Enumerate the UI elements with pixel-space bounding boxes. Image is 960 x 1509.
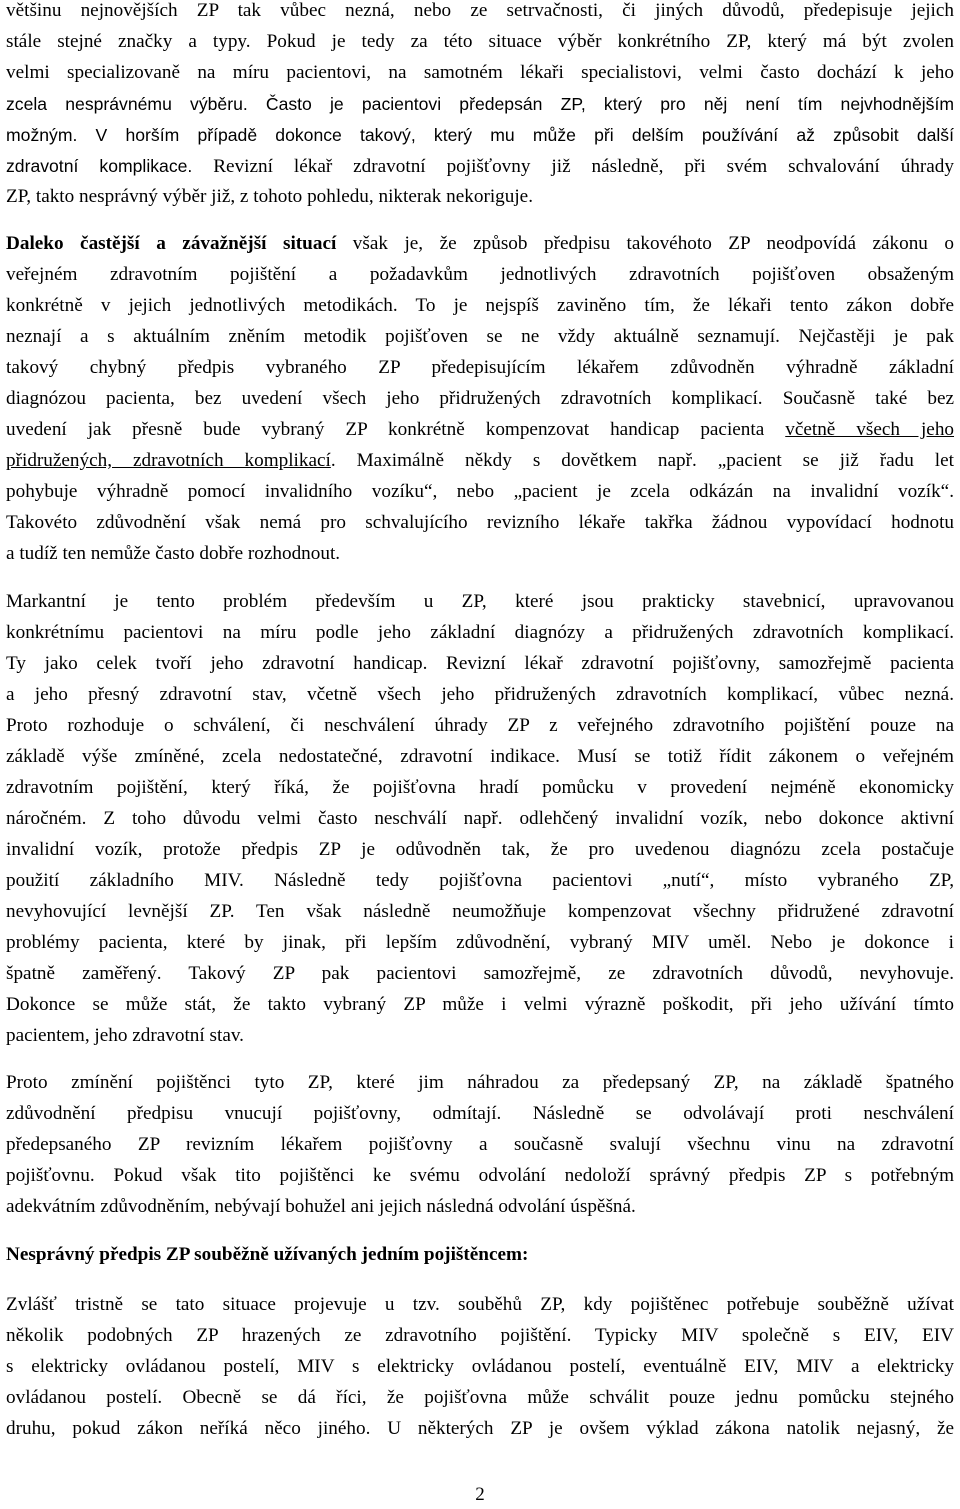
text-line: Proto zmínění pojištěnci tyto ZP, které jim náhradou za předepsaný ZP, na základě špatného xyxy=(6,1072,954,1093)
text-line: a tudíž ten nemůže často dobře rozhodnout. xyxy=(6,543,341,564)
text-line: Takovéto zdůvodnění však nemá pro schvalujícího revizního lékaře takřka žádnou vypovídací hodnotu xyxy=(6,512,954,533)
text-span: zcela nesprávnému výběru. xyxy=(6,94,248,114)
text-line: konkrétně v jejich jednotlivých metodikách. To je nejspíš zaviněno tím, že lékaři tento zákon dobře xyxy=(6,295,954,316)
text-line: předepsaného ZP revizním lékařem pojišťovny a současně svalují všechnu vinu na zdravotní xyxy=(6,1134,954,1155)
text-line: invalidní vozík, protože předpis ZP je odůvodněn tak, že pro uvedenou diagnózu zcela postačuje xyxy=(6,839,954,860)
text-span: . Maximálně někdy s dovětkem např. „pacient se již řadu let xyxy=(330,450,954,471)
text-span: Revizní lékař zdravotní pojišťovny již následně, při svém schvalování úhrady xyxy=(213,156,954,177)
text-line: Proto rozhoduje o schválení, či neschválení úhrady ZP z veřejného zdravotního pojištění pouze na xyxy=(6,715,954,736)
text-line: Ty jako celek tvoří jeho zdravotní handicap. Revizní lékař zdravotní pojišťovny, samozřejmě pacienta xyxy=(6,653,954,674)
text-line: použití základního MIV. Následně tedy pojišťovna pacientovi „nutí“, místo vybraného ZP, xyxy=(6,870,954,891)
text-line: Dokonce se může stát, že takto vybraný ZP může i velmi výrazně poškodit, při jeho užívání tímto xyxy=(6,994,954,1015)
text-line: stále stejné značky a typy. Pokud je tedy za této situace výběr konkrétního ZP, který má být zvolen xyxy=(6,31,954,52)
text-line xyxy=(6,151,954,181)
underlined-phrase: přidružených, zdravotních komplikací xyxy=(6,450,331,471)
text-line: špatně zaměřený. Takový ZP pak pacientovi samozřejmě, ze zdravotních důvodů, nevyhovuje. xyxy=(6,963,954,984)
text-line: pacientem, jeho zdravotní stav. xyxy=(6,1025,244,1046)
text-line: velmi specializovaně na míru pacientovi, na samotném lékaři specialistovi, velmi často dochází k jeho xyxy=(6,62,954,83)
text-line: Zvlášť tristně se tato situace projevuje u tzv. souběhů ZP, kdy pojištěnec potřebuje souběžně užívat xyxy=(6,1294,954,1315)
text-line: a jeho přesný zdravotní stav, včetně všech jeho přidružených zdravotních komplikací, vůbec nezná. xyxy=(6,684,954,705)
text-line: pojišťovnu. Pokud však tito pojištěnci ke svému odvolání nedoloží správný předpis ZP s potřebným xyxy=(6,1165,954,1186)
text-line: s elektricky ovládanou postelí, MIV s elektricky ovládanou postelí, eventuálně EIV, MIV a elektricky xyxy=(6,1356,954,1377)
text-line: náročném. Z toho důvodu velmi často neschválí např. odlehčený invalidní vozík, nebo dokonce aktivní xyxy=(6,808,954,829)
text-line: ovládanou postelí. Obecně se dá říci, že pojišťovna může schválit pouze jednu pomůcku stejného xyxy=(6,1387,954,1408)
text-line: adekvátním zdůvodněním, nebývají bohužel ani jejich následná odvolání úspěšná. xyxy=(6,1196,636,1217)
text-line: několik podobných ZP hrazených ze zdravotního pojištění. Typicky MIV společně s EIV, EIV xyxy=(6,1325,954,1346)
underlined-phrase: včetně všech jeho xyxy=(785,419,955,440)
text-line: zdravotním pojištění, který říká, že pojišťovna hradí pomůcku v provedení nejméně ekonomicky xyxy=(6,777,954,798)
text-line: Markantní je tento problém především u ZP, které jsou prakticky stavebnicí, upravovanou xyxy=(6,591,954,612)
text-line xyxy=(6,229,954,259)
text-line: neznají a s aktuálním zněním metodik pojišťoven se ne vždy aktuálně seznamují. Nejčastěji je pak xyxy=(6,326,954,347)
text-line xyxy=(6,446,954,476)
text-line: ZP, takto nesprávný výběr již, z tohoto pohledu, nikterak nekoriguje. xyxy=(6,186,533,207)
text-line xyxy=(6,415,954,445)
text-line: diagnózou pacienta, bez uvedení všech jeho přidružených zdravotních komplikací. Současně také bez xyxy=(6,388,954,409)
text-line: problémy pacienta, které by jinak, při lepším zdůvodnění, vybraný MIV uměl. Nebo je dokonce i xyxy=(6,932,954,953)
text-line: zdůvodnění předpisu vnucují pojišťovny, odmítají. Následně se odvolávají proti neschválení xyxy=(6,1103,954,1124)
text-line: pohybuje výhradně pomocí invalidního vozíku“, nebo „pacient je zcela odkázán na invalidní vozík“. xyxy=(6,481,954,502)
text-line: druhu, pokud zákon neříká něco jiného. U některých ZP je ovšem výklad zákona natolik nejasný, že xyxy=(6,1418,954,1439)
text-line: možným. V horším případě dokonce takový, který mu může při delším používání až způsobit další xyxy=(6,125,954,145)
text-line: konkrétnímu pacientovi na míru podle jeho základní diagnózy a přidružených zdravotních komplikací. xyxy=(6,622,954,643)
section-heading: Nesprávný předpis ZP souběžně užívaných jedním pojištěncem: xyxy=(6,1244,529,1265)
text-line: takový chybný předpis vybraného ZP předepisujícím lékařem zdůvodněn výhradně základní xyxy=(6,357,954,378)
bold-phrase: Daleko častější a závažnější situací xyxy=(6,233,337,254)
text-line: základě výše zmíněné, zcela nedostatečné, zdravotní indikace. Musí se totiž řídit zákonem o veřejném xyxy=(6,746,954,767)
text-line xyxy=(6,89,954,119)
page-number: 2 xyxy=(475,1484,485,1505)
text-span: uvedení jak přesně bude vybraný ZP konkrétně kompenzovat handicap pacienta xyxy=(6,419,765,440)
text-span: však je, že způsob předpisu takovéhoto ZP neodpovídá zákonu o xyxy=(352,233,954,254)
text-line: nevyhovující levnější ZP. Ten však následně neumožňuje kompenzovat všechny přidružené zdravotní xyxy=(6,901,954,922)
text-span: zdravotní komplikace. xyxy=(6,156,193,176)
text-span: Často je pacientovi předepsán ZP, který pro něj není tím nejvhodnějším xyxy=(265,94,955,114)
text-line: většinu nejnovějších ZP tak vůbec nezná, nebo ze setrvačnosti, či jiných důvodů, předepisuje jejich xyxy=(6,0,954,21)
text-line: veřejném zdravotním pojištění a požadavkům jednotlivých zdravotních pojišťoven obsaženým xyxy=(6,264,954,285)
